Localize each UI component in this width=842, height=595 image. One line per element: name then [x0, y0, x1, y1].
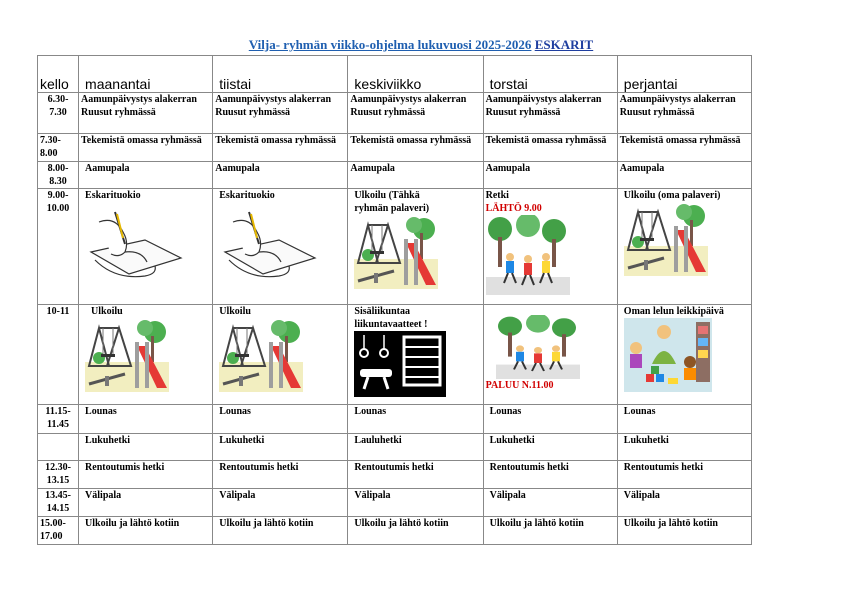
children-walk-icon	[496, 315, 580, 379]
time-cell: 13.45- 14.15	[38, 489, 79, 517]
activity-cell	[617, 189, 751, 305]
activity-cell: Lounas	[79, 405, 213, 434]
header-tuesday: tiistai	[213, 56, 348, 93]
time-cell: 9.00- 10.00	[38, 189, 79, 305]
table-row	[38, 489, 752, 517]
activity-cell: Tekemistä omassa ryhmässä	[483, 134, 617, 162]
activity-cell: Aamunpäivystys alakerran Ruusut ryhmässä	[348, 93, 483, 134]
time-cell: 8.00- 8.30	[38, 162, 79, 189]
activity-cell	[348, 305, 483, 405]
header-wednesday: keskiviikko	[348, 56, 483, 93]
writing-hand-icon	[219, 202, 319, 286]
activity-cell: Rentoutumis hetki	[79, 461, 213, 489]
activity-cell	[348, 189, 483, 305]
children-walk-icon	[486, 215, 570, 295]
activity-cell: Aamupala	[617, 162, 751, 189]
return-time: PALUU N.11.00	[485, 380, 554, 391]
time-cell: 11.15- 11.45	[38, 405, 79, 434]
header-friday: perjantai	[617, 56, 751, 93]
time-cell	[38, 434, 79, 461]
activity-text: Oman lelun leikkipäivä	[623, 306, 724, 317]
activity-cell: Lounas	[617, 405, 751, 434]
activity-cell: Rentoutumis hetki	[348, 461, 483, 489]
activity-cell: Aamunpäivystys alakerran Ruusut ryhmässä	[213, 93, 348, 134]
activity-cell: Lukuhetki	[213, 434, 348, 461]
playground-icon	[85, 318, 169, 392]
title-group: ESKARIT	[534, 37, 594, 52]
activity-cell: Välipala	[348, 489, 483, 517]
time-cell: 6.30- 7.30	[38, 93, 79, 134]
activity-cell: Aamunpäivystys alakerran Ruusut ryhmässä	[483, 93, 617, 134]
activity-cell: Tekemistä omassa ryhmässä	[79, 134, 213, 162]
table-row	[38, 461, 752, 489]
activity-cell: Aamupala	[213, 162, 348, 189]
activity-cell: Ulkoilu ja lähtö kotiin	[483, 517, 617, 545]
gym-equipment-icon	[354, 331, 446, 397]
activity-cell: Aamupala	[79, 162, 213, 189]
activity-cell: Rentoutumis hetki	[213, 461, 348, 489]
activity-cell: Lukuhetki	[483, 434, 617, 461]
activity-cell: Välipala	[213, 489, 348, 517]
page-title	[0, 37, 842, 53]
header-monday: maanantai	[79, 56, 213, 93]
activity-cell: Rentoutumis hetki	[617, 461, 751, 489]
activity-cell: Aamunpäivystys alakerran Ruusut ryhmässä	[79, 93, 213, 134]
playground-icon	[219, 318, 303, 392]
activity-cell: Lauluhetki	[348, 434, 483, 461]
activity-cell: Välipala	[79, 489, 213, 517]
time-cell: 12.30- 13.15	[38, 461, 79, 489]
activity-cell: Lukuhetki	[79, 434, 213, 461]
activity-text: Ulkoilu (Tähkä ryhmän palaveri)	[354, 190, 430, 214]
table-row	[38, 162, 752, 189]
activity-cell	[79, 189, 213, 305]
activity-cell: Välipala	[483, 489, 617, 517]
activity-cell	[483, 189, 617, 305]
toy-play-icon	[624, 318, 712, 392]
activity-cell: Välipala	[617, 489, 751, 517]
table-row	[38, 305, 752, 405]
schedule-table	[37, 55, 752, 545]
activity-cell	[79, 305, 213, 405]
activity-text: Ulkoilu	[91, 306, 123, 317]
activity-cell: Aamupala	[483, 162, 617, 189]
activity-text: Eskarituokio	[219, 190, 275, 201]
activity-text: Retki	[485, 190, 509, 201]
activity-cell	[483, 305, 617, 405]
header-row	[38, 56, 752, 93]
activity-cell: Tekemistä omassa ryhmässä	[617, 134, 751, 162]
departure-time: LÄHTÖ 9.00	[485, 203, 542, 214]
playground-icon	[354, 215, 438, 289]
header-time: kello	[38, 56, 79, 93]
activity-cell: Ulkoilu ja lähtö kotiin	[79, 517, 213, 545]
activity-cell: Rentoutumis hetki	[483, 461, 617, 489]
activity-cell: Aamupala	[348, 162, 483, 189]
table-row	[38, 517, 752, 545]
activity-text: Eskarituokio	[85, 190, 141, 201]
time-cell: 15.00- 17.00	[38, 517, 79, 545]
table-row	[38, 93, 752, 134]
activity-text: Sisäliikuntaa liikuntavaatteet !	[354, 306, 428, 330]
activity-cell: Lukuhetki	[617, 434, 751, 461]
table-row	[38, 189, 752, 305]
activity-cell: Ulkoilu ja lähtö kotiin	[617, 517, 751, 545]
header-thursday: torstai	[483, 56, 617, 93]
activity-cell: Tekemistä omassa ryhmässä	[348, 134, 483, 162]
activity-cell: Tekemistä omassa ryhmässä	[213, 134, 348, 162]
activity-cell: Lounas	[483, 405, 617, 434]
playground-icon	[624, 202, 708, 276]
writing-hand-icon	[85, 202, 185, 286]
activity-cell: Ulkoilu ja lähtö kotiin	[213, 517, 348, 545]
activity-cell: Lounas	[348, 405, 483, 434]
table-row	[38, 434, 752, 461]
title-main: Vilja- ryhmän viikko-ohjelma lukuvuosi 2025-2026	[248, 37, 532, 52]
activity-cell	[213, 305, 348, 405]
activity-cell: Ulkoilu ja lähtö kotiin	[348, 517, 483, 545]
activity-text: Ulkoilu	[219, 306, 251, 317]
table-row	[38, 405, 752, 434]
activity-cell	[213, 189, 348, 305]
activity-cell	[617, 305, 751, 405]
activity-text: Ulkoilu (oma palaveri)	[623, 190, 721, 201]
activity-cell: Lounas	[213, 405, 348, 434]
time-cell: 10-11	[38, 305, 79, 405]
activity-cell: Aamunpäivystys alakerran Ruusut ryhmässä	[617, 93, 751, 134]
time-cell: 7.30- 8.00	[38, 134, 79, 162]
table-row	[38, 134, 752, 162]
